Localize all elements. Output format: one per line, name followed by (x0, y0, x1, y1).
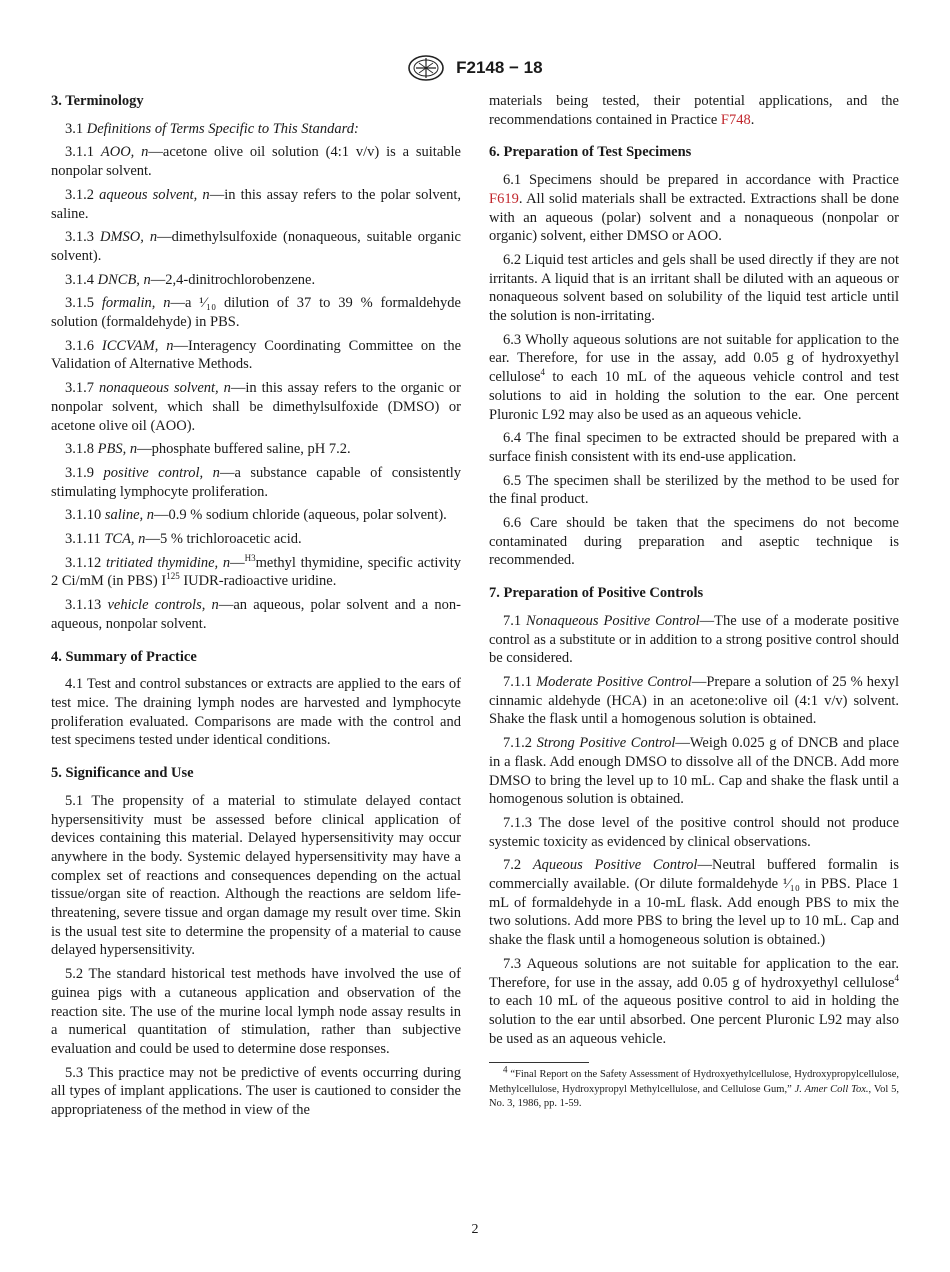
page-header (0, 54, 950, 82)
para-5-3-continued: materials being tested, their potential applications, and the recommendations contained in Practice F748. (489, 93, 899, 128)
left-column (51, 92, 461, 1125)
para-7-1: 7.1 Nonaqueous Positive Control—The use of a moderate positive control as a substitute or in addition to a strong positive control should be considered. (489, 612, 899, 667)
para-4-1: 4.1 Test and control substances or extracts are applied to the ears of test mice. The draining lymph nodes are harvested and lymphocyte proliferation evaluated. Comparisons are made with the control and test specimens tested under identical conditions. (51, 676, 461, 749)
para-3-1-6: 3.1.6 ICCVAM, n—Interagency Coordinating Committee on the Validation of Alternative Methods. (51, 337, 462, 373)
para-3-1-13: 3.1.13 vehicle controls, n—an aqueous, polar solvent and a non-aqueous, nonpolar solvent. (51, 597, 462, 632)
para-6-5: 6.5 The specimen shall be sterilized by the method to be used for the final product. (489, 472, 899, 508)
para-7-3: 7.3 Aqueous solutions are not suitable for application to the ear. Therefore, for use in the assay, add 0.05 g of hydroxyethyl cellulose$^4$ to each 10 mL of the aqueous positive control to aid in holding the solution to the ear until absorbed. One percent Pluronic L92 may also be used as an aqueous vehicle. (489, 955, 899, 1047)
footnote-divider (489, 1062, 589, 1063)
standard-designation: F2148 − 18 (456, 58, 543, 77)
para-7-2: 7.2 Aqueous Positive Control—Neutral buffered formalin is commercially available. (Or dilute formaldehyde ¹⁄₁₀ in PBS. Place 1 mL of formaldehyde in a 10-mL flask. Add enough PBS to mix the two solutions. Add more PBS to bring the level up to 10 mL. Cap and shake the flask until a homogeneous solution is obtained.) (489, 857, 899, 949)
para-3-1-3: 3.1.3 DMSO, n—dimethylsulfoxide (nonaqueous, suitable organic solvent). (51, 229, 461, 264)
section-7-heading: 7. Preparation of Positive Controls (489, 585, 704, 602)
para-6-2: 6.2 Liquid test articles and gels shall be used directly if they are not irritants. A liquid that is an irritant shall be diluted with an aqueous or nonaqueous solvent based on solubility of the liquid test article until the solution is non-irritating. (489, 251, 899, 325)
footnote-4: $^4$ “Final Report on the Safety Assessment of Hydroxyethylcellulose, Hydroxypropylcellulose, Methylcellulose, Hydroxypropyl Methylcellulose, and Cellulose Gum,” J. Amer Coll Tox., Vol 5, No. 3, 1986, pp. 1-59. (489, 1064, 899, 1109)
para-3-1-10: 3.1.10 saline, n—0.9 % sodium chloride (aqueous, polar solvent). (65, 507, 447, 524)
page-number: 2 (471, 1222, 479, 1237)
para-7-1-3: 7.1.3 The dose level of the positive control should not produce systemic toxicity as evidenced by clinical observations. (489, 814, 899, 850)
ref-link-f619[interactable]: F619 (489, 190, 519, 207)
para-6-1: 6.1 Specimens should be prepared in accordance with Practice F619. All solid materials shall be extracted. Extractions shall be done with an aqueous (polar) solvent and a nonaqueous (nonpolar or organic) solvent, either DMSO or AOO. (489, 172, 899, 245)
section-5-heading: 5. Significance and Use (51, 765, 194, 782)
para-5-3: 5.3 This practice may not be predictive of events occurring during all types of implant applications. The user is cautioned to consider the appropriateness of the method in view of the (51, 1064, 461, 1119)
footnote-ref: 4 (540, 367, 546, 378)
para-3-1-7: 3.1.7 nonaqueous solvent, n—in this assay refers to the organic or nonpolar solvent, which shall be dimethylsulfoxide (DMSO) or acetone olive oil (AOO). (51, 380, 461, 434)
para-3-1-12: 3.1.12 tritiated thymidine, n—$^{H3}$methyl thymidine, specific activity 2 Ci/mM (in PBS) $I^{125}$ IUDR-radioactive uridine. (51, 552, 461, 590)
para-7-1-1: 7.1.1 Moderate Positive Control—Prepare a solution of 25 % hexyl cinnamic aldehyde (HCA) in an acetone:olive oil (4:1 v/v) solvent. Shake the flask until a homogenous solution is obtained. (489, 673, 899, 728)
section-6-heading: 6. Preparation of Test Specimens (489, 144, 692, 161)
footnote-ref: 4 (894, 972, 899, 983)
para-3-1-2: 3.1.2 aqueous solvent, n—in this assay refers to the polar solvent, saline. (51, 186, 462, 222)
section-3-heading: 3. Terminology (51, 93, 144, 109)
para-3-1: 3.1 Definitions of Terms Specific to This Standard: (65, 120, 359, 137)
para-6-6: 6.6 Care should be taken that the specimens do not become contaminated during preparation and aseptic technique is recommended. (489, 515, 899, 569)
section-4-heading: 4. Summary of Practice (51, 648, 197, 665)
astm-logo-icon (407, 54, 445, 82)
ref-link-f748[interactable]: F748 (720, 111, 751, 128)
para-3-1-8: 3.1.8 PBS, n—phosphate buffered saline, pH 7.2. (65, 441, 351, 458)
para-6-4: 6.4 The final specimen to be extracted should be prepared with a surface finish consistent with its end-use application. (489, 430, 899, 465)
right-column (489, 92, 899, 1111)
para-3-1-5: 3.1.5 formalin, n—a ¹⁄₁₀ dilution of 37 to 39 % formaldehyde solution (formaldehyde) in PBS. (51, 295, 461, 331)
para-3-1-1: 3.1.1 AOO, n—acetone olive oil solution (4:1 v/v) is a suitable nonpolar solvent. (51, 144, 461, 180)
para-3-1-11: 3.1.11 TCA, n—5 % trichloroacetic acid. (65, 531, 302, 548)
para-5-2: 5.2 The standard historical test methods have involved the use of guinea pigs with a cutaneous application and observation of the reaction site. The use of the murine local lymph node assay results in a numerical quantitation of stimulation, rather than subjective evaluation and could be used to determine dose responses. (51, 966, 461, 1057)
para-5-1: 5.1 The propensity of a material to stimulate delayed contact hypersensitivity must be assessed before clinical application of devices containing this material. Delayed hypersensitivity may occur anywhere in the body. Systemic delayed hypersensitivity may have a complex set of reactions and consequences depending on the actual tissue/organ site of reaction. Although the reactions are seldom life-threatening, severe tissue and organ damage my result over time. Skin is the usual test site to determine the propensity of a material to cause delayed hypersensitivity. (51, 792, 461, 959)
para-3-1-4: 3.1.4 DNCB, n—2,4-dinitrochlorobenzene. (65, 271, 316, 288)
para-7-1-2: 7.1.2 Strong Positive Control—Weigh 0.025 g of DNCB and place in a flask. Add enough DMSO to dissolve all of the DNCB. Add more DMSO to bring the level up to 10 mL. Cap and shake the flask until a homogenous solution is obtained. (489, 735, 900, 808)
para-6-3: 6.3 Wholly aqueous solutions are not suitable for application to the ear. Therefore, for use in the assay, add 0.05 g of hydroxyethyl cellulose$^4$ to each 10 mL of the aqueous vehicle control and test solutions to aid in holding the solution to the ear. One percent Pluronic L92 may also be used as an aqueous vehicle. (489, 331, 899, 423)
para-3-1-9: 3.1.9 positive control, n—a substance capable of consistently stimulating lymphocyte proliferation. (51, 464, 462, 500)
